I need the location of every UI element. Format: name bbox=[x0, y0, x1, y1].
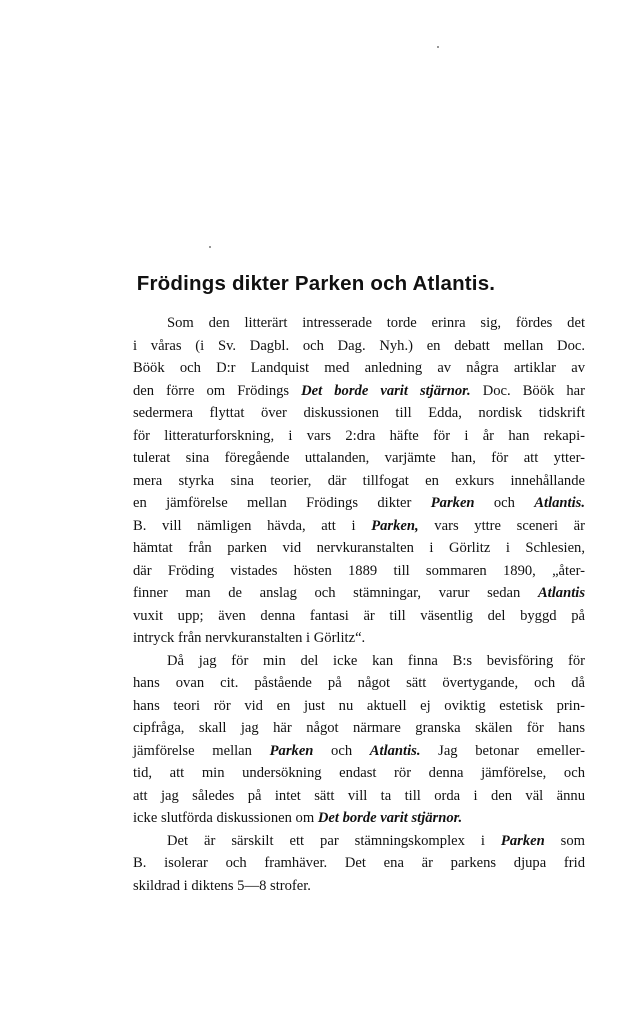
text-segment: sedermera flyttat över diskussionen till Edda, nordisk tidskrift bbox=[133, 405, 585, 421]
italic-title: Atlantis. bbox=[534, 495, 585, 511]
text-segment: B. vill nämligen hävda, att i bbox=[133, 517, 372, 534]
text-line bbox=[133, 830, 585, 853]
italic-title: Parken bbox=[269, 742, 314, 759]
text-line bbox=[133, 740, 585, 763]
text-line bbox=[133, 425, 585, 448]
text-segment: den förre om Frödings bbox=[133, 382, 302, 399]
text-line bbox=[133, 605, 585, 628]
text-segment: finner man de anslag och stämningar, varur sedan bbox=[133, 585, 538, 601]
paragraph bbox=[133, 830, 585, 898]
text-segment: och bbox=[474, 495, 535, 511]
article-body bbox=[133, 312, 585, 897]
text-line bbox=[133, 582, 585, 605]
italic-title: Parken, bbox=[371, 517, 419, 534]
text-segment: Jag betonar emeller- bbox=[420, 742, 585, 759]
text-line bbox=[133, 695, 585, 718]
text-segment: mera styrka sina teorier, där tillfogat en exkurs innehållande bbox=[133, 472, 585, 489]
text-line bbox=[133, 515, 585, 538]
text-line bbox=[133, 470, 585, 493]
text-segment: vuxit upp; även denna fantasi är till väsentlig del byggd på bbox=[133, 607, 585, 624]
text-segment: Det är särskilt ett par stämningskomplex i bbox=[167, 832, 501, 849]
text-line bbox=[133, 447, 585, 470]
text-line bbox=[133, 537, 585, 560]
text-line bbox=[133, 627, 585, 650]
text-segment: för litteraturforskning, i vars 2:dra häfte för i år han rekapi- bbox=[133, 427, 585, 444]
text-segment: vars yttre sceneri är bbox=[418, 517, 585, 534]
italic-title: Det borde varit stjärnor. bbox=[301, 382, 471, 399]
text-segment: som bbox=[544, 832, 586, 849]
text-segment: jämförelse mellan bbox=[133, 742, 270, 759]
paragraph bbox=[133, 312, 585, 650]
text-segment: där Fröding vistades hösten 1889 till sommaren 1890, „åter- bbox=[133, 562, 585, 579]
text-line bbox=[133, 312, 585, 335]
text-segment: hämtat från parken vid nervkuranstalten i Görlitz i Schlesien, bbox=[133, 540, 585, 556]
paper-speck bbox=[209, 246, 211, 248]
italic-title: Atlantis. bbox=[369, 742, 421, 759]
italic-title: Atlantis bbox=[537, 585, 585, 601]
paragraph bbox=[133, 650, 585, 830]
text-line bbox=[133, 807, 585, 830]
text-line bbox=[133, 650, 585, 673]
article-title: Frödings dikter Parken och Atlantis. bbox=[136, 272, 496, 295]
text-segment: Då jag för min del icke kan finna B:s bevisföring för bbox=[167, 652, 585, 669]
text-segment: tulerat sina föregående uttalanden, varjämte han, för att ytter- bbox=[133, 450, 585, 466]
text-line bbox=[133, 875, 585, 898]
text-line bbox=[133, 785, 585, 808]
text-segment: skildrad i diktens 5—8 strofer. bbox=[133, 877, 311, 894]
text-segment: tid, att min undersökning endast rör denna jämförelse, och bbox=[133, 765, 585, 781]
text-line bbox=[133, 335, 585, 358]
text-segment: B. isolerar och framhäver. Det ena är parkens djupa frid bbox=[133, 855, 585, 871]
text-line bbox=[133, 560, 585, 583]
text-segment: cipfråga, skall jag här något närmare granska skälen för hans bbox=[133, 720, 585, 736]
text-line bbox=[133, 402, 585, 425]
text-segment: en jämförelse mellan Frödings dikter bbox=[133, 495, 431, 511]
text-line bbox=[133, 492, 585, 515]
text-segment: att jag således på intet sätt vill ta till orda i den väl ännu bbox=[133, 787, 585, 804]
text-line bbox=[133, 717, 585, 740]
italic-title: Parken bbox=[430, 495, 475, 511]
italic-title: Parken bbox=[500, 832, 545, 849]
text-segment: Böök och D:r Landquist med anledning av några artiklar av bbox=[133, 360, 585, 376]
text-segment: Som den litterärt intresserade torde erinra sig, fördes det bbox=[167, 315, 585, 331]
text-line bbox=[133, 380, 585, 403]
text-line bbox=[133, 852, 585, 875]
text-segment: i våras (i Sv. Dagbl. och Dag. Nyh.) en debatt mellan Doc. bbox=[133, 337, 585, 354]
text-segment: hans ovan cit. påstående på något sätt övertygande, och då bbox=[133, 675, 585, 691]
text-line bbox=[133, 357, 585, 380]
italic-title: Det borde varit stjärnor. bbox=[317, 810, 463, 826]
text-segment: hans teori rör vid en just nu aktuell ej oviktig estetisk prin- bbox=[133, 697, 585, 714]
text-segment: intryck från nervkuranstalten i Görlitz“. bbox=[133, 630, 366, 646]
paper-speck bbox=[437, 46, 439, 48]
text-line bbox=[133, 672, 585, 695]
text-segment: och bbox=[313, 742, 370, 759]
text-line bbox=[133, 762, 585, 785]
text-segment: Doc. Böök har bbox=[470, 382, 585, 399]
text-segment: icke slutförda diskussionen om bbox=[133, 810, 318, 826]
